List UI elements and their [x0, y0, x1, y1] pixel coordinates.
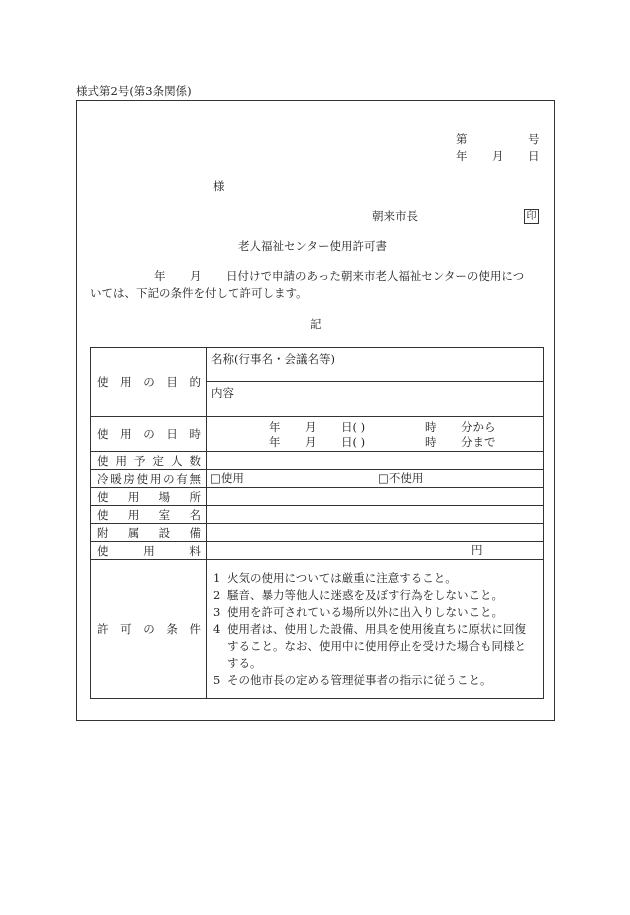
number-go: 号: [528, 132, 540, 146]
date-hi: 日: [528, 149, 540, 163]
number-dai: 第: [456, 132, 468, 146]
condition-item: [213, 587, 535, 604]
condition-text: 使用を許可されている場所以外に出入りしないこと。: [227, 604, 503, 619]
people-label: 使用予定人数: [91, 452, 207, 470]
condition-text: 使用者は、使用した設備、用具を使用後直ちに原状に回復すること。なお、使用中に使用停止を受けた場合も同様とする。: [227, 621, 526, 670]
place-cell[interactable]: [207, 488, 544, 506]
addressee-sama: 様: [213, 179, 225, 193]
dt-to-tsuki: 月: [305, 434, 317, 449]
ki-heading: 記: [310, 317, 322, 331]
condition-text: その他市長の定める管理従事者の指示に従うこと。: [227, 672, 492, 687]
intro-line2: いては、下記の条件を付して許可します。: [90, 286, 308, 300]
room-label: 使用室名: [91, 506, 207, 524]
condition-item: [213, 621, 535, 672]
conditions-label: 許可の条件: [91, 560, 207, 699]
ac-cell: [207, 470, 544, 488]
condition-number: 4: [213, 621, 221, 636]
fee-cell[interactable]: [207, 542, 544, 560]
condition-number: 3: [213, 604, 221, 619]
form-label: 様式第2号(第3条関係): [76, 84, 192, 98]
application-table: [90, 347, 544, 699]
condition-number: 2: [213, 587, 221, 602]
condition-number: 5: [213, 672, 221, 687]
purpose-name-label: 名称(行事名・会議名等): [211, 352, 335, 366]
condition-number: 1: [213, 570, 221, 585]
condition-item: [213, 570, 535, 587]
purpose-content-label: 内容: [211, 386, 234, 400]
date-nen: 年: [456, 149, 468, 163]
dt-to-nen: 年: [269, 434, 281, 449]
document-title: 老人福祉センター使用許可書: [238, 239, 388, 253]
dt-to-hi: 日( ): [341, 434, 366, 449]
condition-item: [213, 604, 535, 621]
date-tsuki: 月: [492, 149, 504, 163]
dt-from-hi: 日( ): [341, 419, 366, 434]
intro-tsuki: 月: [190, 269, 202, 283]
dt-from-fun: 分から: [461, 419, 496, 434]
intro-line1: 日付けで申請のあった朝来市老人福祉センターの使用につ: [226, 269, 525, 283]
ac-use-checkbox[interactable]: □使用: [210, 470, 244, 485]
purpose-label: 使用の目的: [91, 348, 207, 417]
ac-label: 冷暖房使用の有無: [91, 470, 207, 488]
purpose-name-cell[interactable]: [207, 348, 544, 382]
dt-from-nen: 年: [269, 419, 281, 434]
equip-cell[interactable]: [207, 524, 544, 542]
room-cell[interactable]: [207, 506, 544, 524]
condition-text: 騒音、暴力等他人に迷惑を及ぼす行為をしないこと。: [227, 587, 503, 602]
equip-label: 附属設備: [91, 524, 207, 542]
fee-label: 使用料: [91, 542, 207, 560]
fee-unit: 円: [471, 542, 483, 557]
issuer: 朝来市長: [372, 209, 418, 223]
datetime-cell[interactable]: [207, 417, 544, 452]
dt-to-ji: 時: [425, 434, 437, 449]
purpose-content-cell[interactable]: [207, 382, 544, 417]
condition-text: 火気の使用については厳重に注意すること。: [227, 570, 457, 585]
datetime-label: 使用の日時: [91, 417, 207, 452]
seal-mark: 印: [524, 209, 539, 224]
dt-from-tsuki: 月: [305, 419, 317, 434]
conditions-cell: [207, 560, 544, 699]
condition-item: [213, 672, 535, 689]
intro-nen: 年: [154, 269, 166, 283]
conditions-list: [213, 570, 535, 689]
place-label: 使用場所: [91, 488, 207, 506]
ac-nouse-checkbox[interactable]: □不使用: [378, 470, 424, 485]
people-cell[interactable]: [207, 452, 544, 470]
dt-to-fun: 分まで: [461, 434, 496, 449]
dt-from-ji: 時: [425, 419, 437, 434]
